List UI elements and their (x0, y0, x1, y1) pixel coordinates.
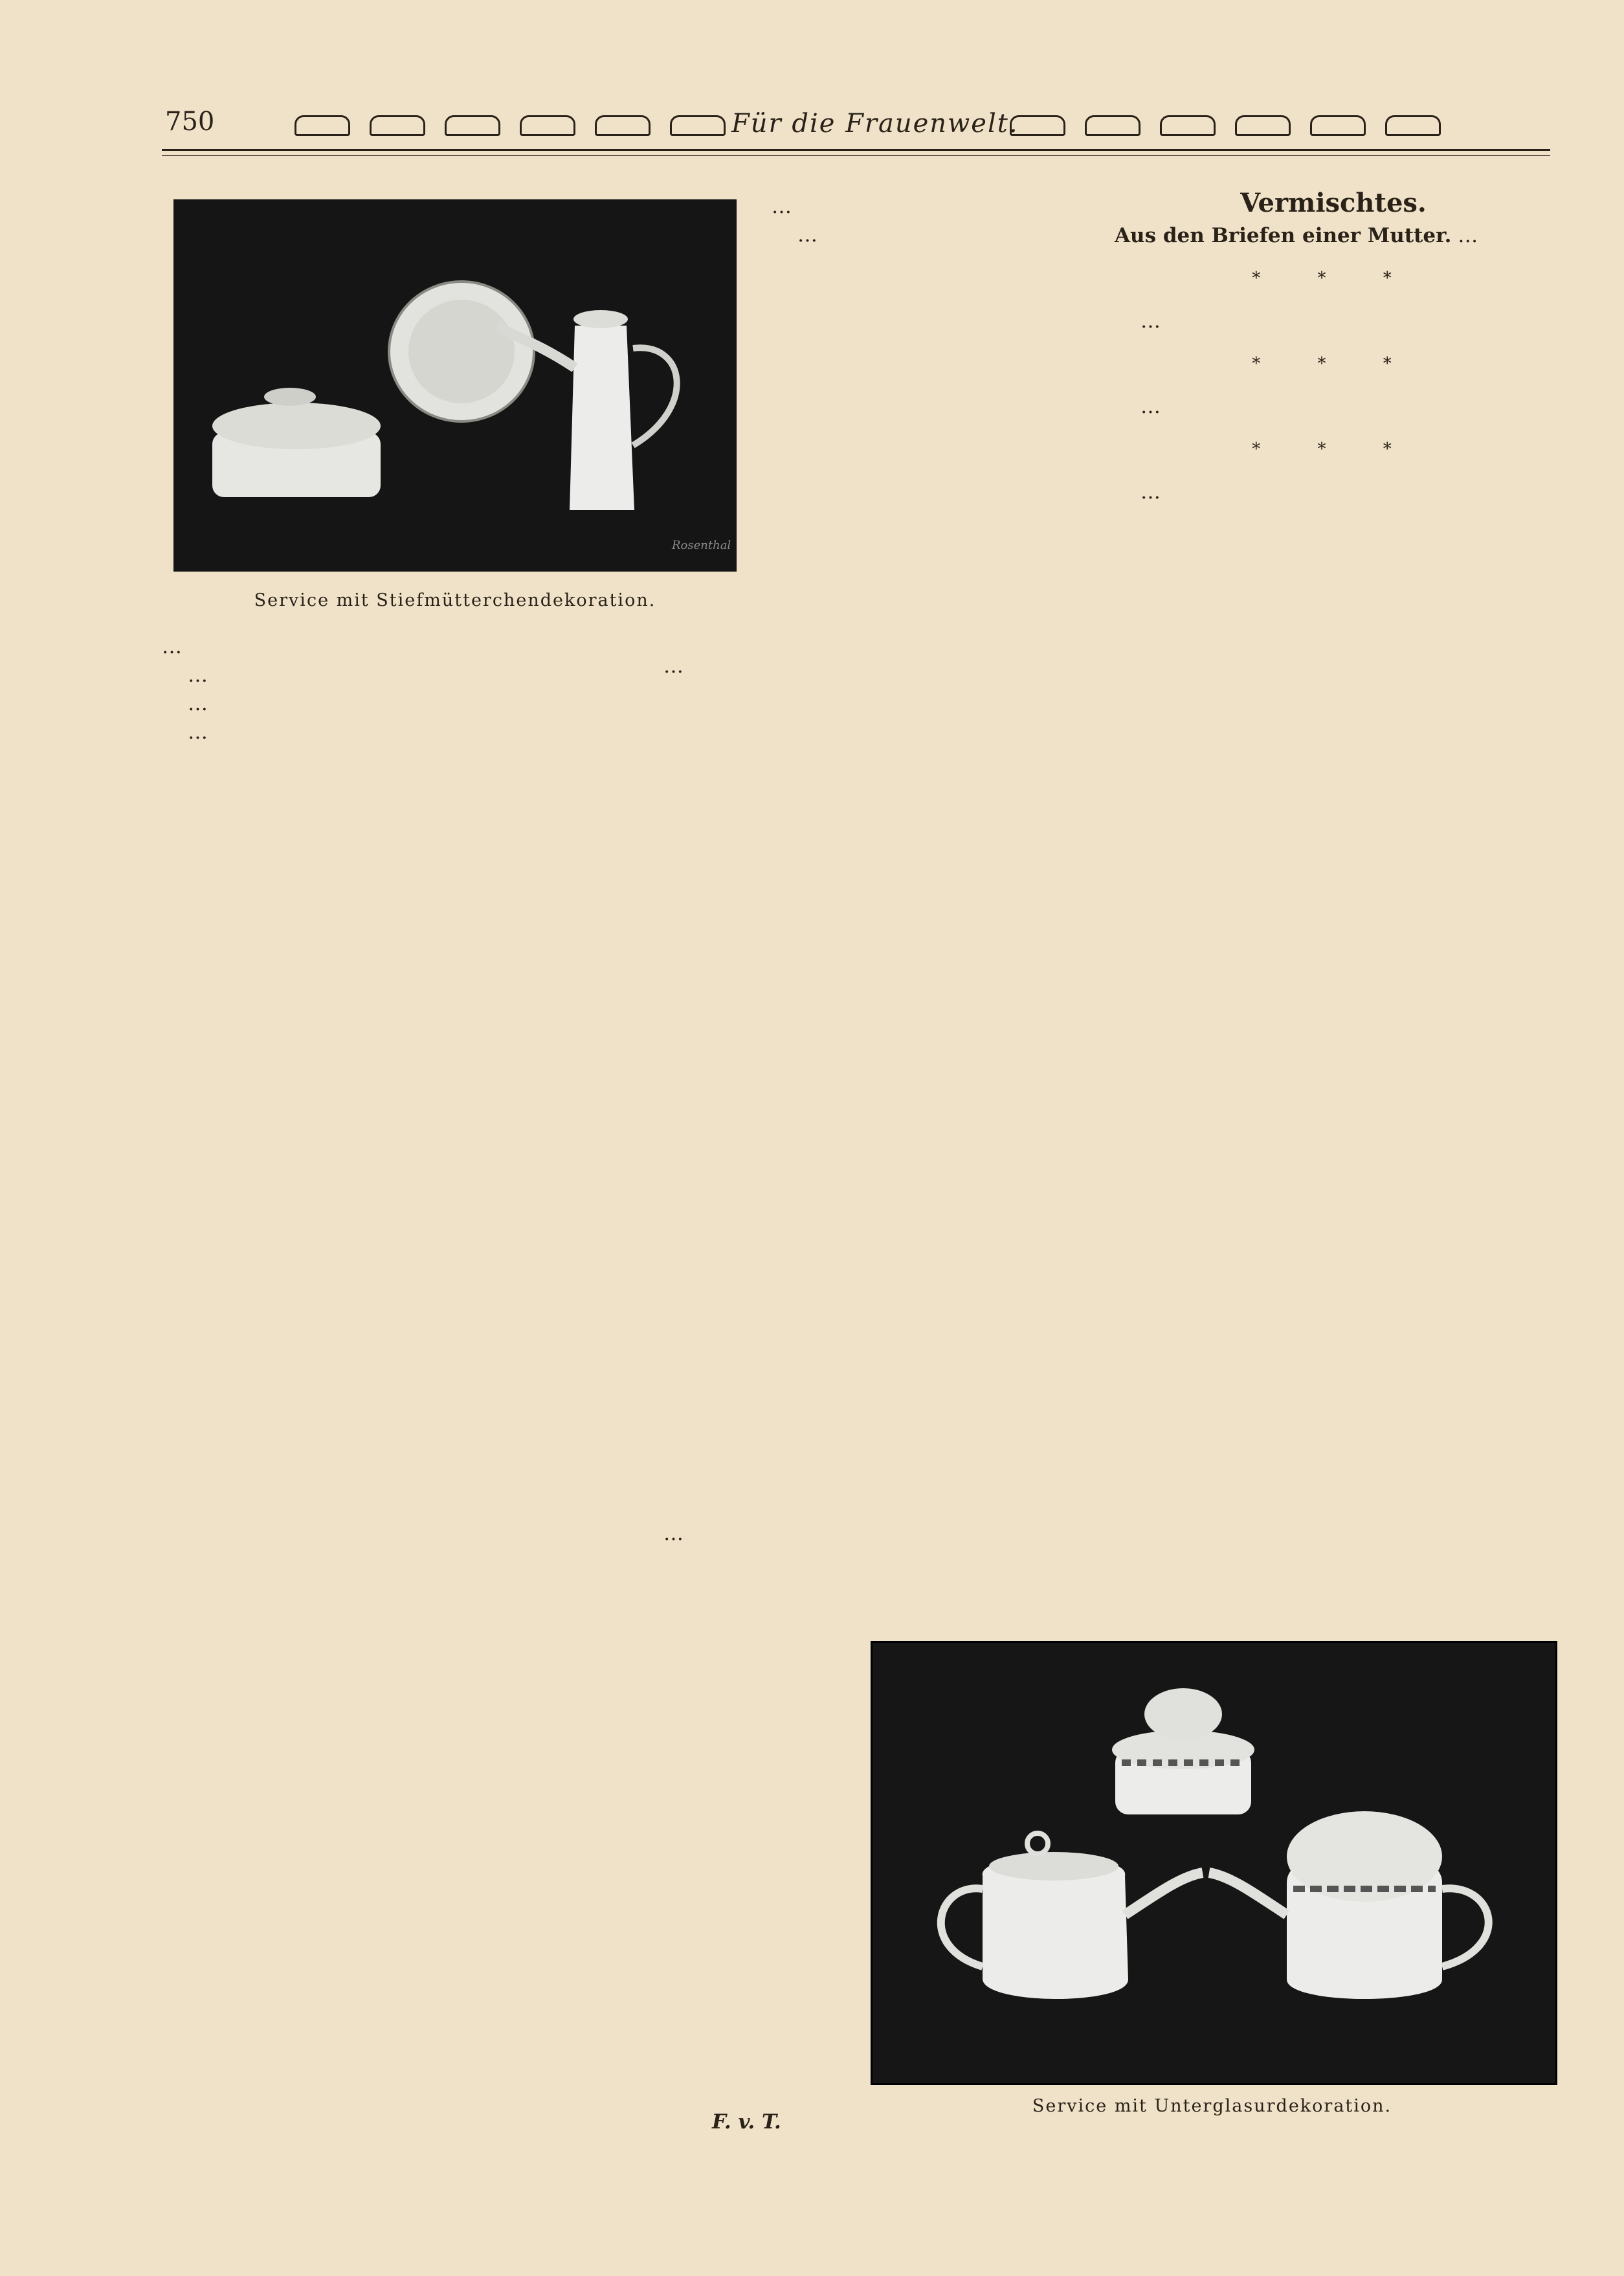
photo-underglaze-service (871, 1641, 1557, 2085)
column-2-middle (638, 654, 1084, 682)
header-rule (162, 149, 1550, 151)
page-number: 750 (165, 107, 215, 137)
col3-paragraph: … (1140, 309, 1161, 333)
photo-caption-bottom: Service mit Unterglasurdekoration. (1032, 2096, 1392, 2116)
separator-stars: * * * (1252, 354, 1418, 374)
svg-text:Rosenthal: Rosenthal (672, 539, 731, 552)
col3-paragraph: … (1140, 395, 1161, 418)
separator-stars: * * * (1252, 269, 1418, 288)
col3-paragraph: … (1140, 480, 1161, 504)
column-3 (1115, 223, 1555, 508)
col2-paragraph: … (663, 654, 684, 678)
separator-stars: * * * (1252, 440, 1418, 459)
column-1 (162, 634, 730, 748)
col1-paragraph: … (188, 692, 208, 715)
col2-paragraph: … (797, 223, 818, 247)
section-title: Vermischtes. (1240, 188, 1427, 218)
col2-paragraph: … (772, 195, 792, 218)
col1-paragraph: … (188, 664, 208, 687)
header-ornament-right (1010, 115, 1441, 135)
col1-paragraph: … (188, 720, 208, 744)
col3-paragraph-text: … (1458, 224, 1478, 247)
photo-caption-top: Service mit Stiefmütterchendekoration. (254, 590, 656, 610)
signature: F. v. T. (712, 2110, 781, 2134)
photo-pansy-service (173, 199, 737, 572)
header-ornament-left (295, 115, 726, 135)
column-2-bottom (638, 1521, 832, 1550)
col2-paragraph: … (663, 1522, 684, 1545)
header-rule-thin (162, 155, 1550, 156)
section-subhead: Aus den Briefen einer Mutter. (1115, 224, 1452, 247)
col3-paragraph (1115, 223, 1555, 248)
column-2-top (772, 194, 1082, 251)
running-title: Für die Frauenwelt. (731, 109, 1019, 139)
col1-paragraph: … (162, 635, 182, 658)
